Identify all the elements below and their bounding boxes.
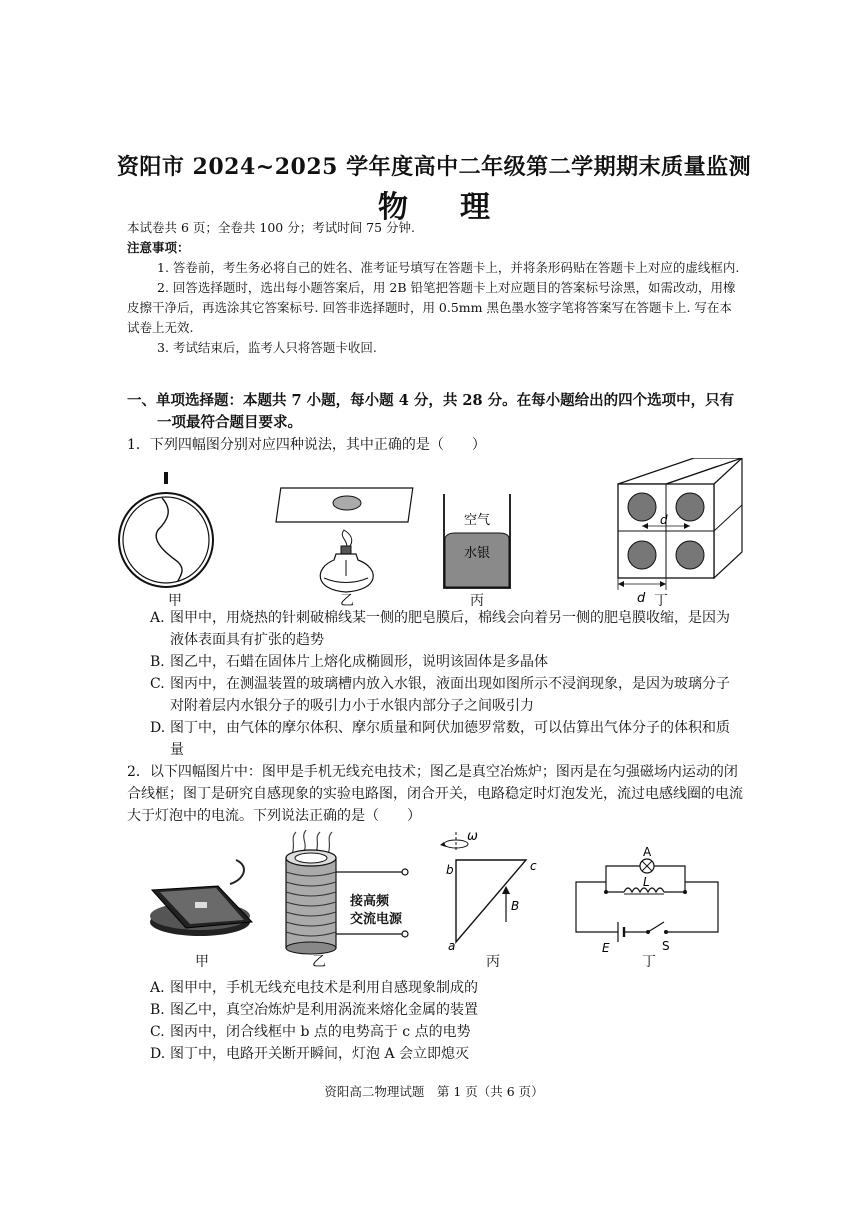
q1-label-ding: 丁 bbox=[654, 593, 668, 609]
q1-figure bbox=[118, 458, 758, 608]
q1-label-yi: 乙 bbox=[340, 593, 354, 609]
q2-L-label: L bbox=[643, 875, 650, 889]
q1-fig-jia bbox=[119, 472, 213, 587]
q2-A-label: A bbox=[643, 845, 652, 859]
q2-b-label: b bbox=[446, 863, 454, 877]
section1-heading-line1: 一、单项选择题：本题共 7 小题，每小题 4 分，共 28 分。在每小题给出的四个选项中，只有 bbox=[127, 392, 735, 409]
note-item-1: 1. 答卷前，考生务必将自己的姓名、准考证号填写在答题卡上，并将条形码贴在答题卡上对应的虚线框内. bbox=[157, 260, 740, 275]
q2-supply-label: 接高频 交流电源 bbox=[350, 894, 403, 927]
q2-option-b: B. 图乙中，真空冶炼炉是利用涡流来熔化金属的装置 bbox=[150, 1002, 478, 1018]
page-footer: 资阳高二物理试题 第 1 页（共 6 页） bbox=[324, 1084, 544, 1099]
q1-fig-yi bbox=[276, 488, 413, 592]
q2-label-ding: 丁 bbox=[642, 954, 656, 970]
subject-title: 物理 bbox=[378, 190, 542, 225]
q1-stem: 1．下列四幅图分别对应四种说法，其中正确的是（ ） bbox=[127, 437, 486, 453]
q1-mercury-label: 水银 bbox=[463, 546, 491, 561]
q1-option-c: C. 图丙中，在测温装置的玻璃槽内放入水银，液面出现如图所示不浸润现象，是因为玻璃分子对附着层内水银分子的吸引力小于水银内部分子之间吸引力 bbox=[150, 676, 730, 714]
section1-heading bbox=[127, 390, 747, 434]
exam-info: 本试卷共 6 页；全卷共 100 分；考试时间 75 分钟. bbox=[127, 220, 416, 235]
q2-omega-label: ω bbox=[467, 830, 478, 844]
q2-stem: 2．以下四幅图片中：图甲是手机无线充电技术；图乙是真空冶炼炉；图丙是在匀强磁场内运动的闭合线框；图丁是研究自感现象的实验电路图，闭合开关，电路稳定时灯泡发光，流过电感线圈的电流大于灯泡中的电流。下列说法正确的是（ ） bbox=[127, 764, 743, 824]
q2-label-bing: 丙 bbox=[486, 954, 500, 970]
q2-fig-yi bbox=[286, 830, 408, 954]
q1-option-d: D. 图丁中，由气体的摩尔体积、摩尔质量和阿伏加德罗常数，可以估算出气体分子的体积和质量 bbox=[150, 720, 730, 758]
q2-c-label: c bbox=[530, 859, 537, 873]
q2-fig-ding bbox=[576, 845, 718, 955]
q1-fig-ding bbox=[618, 458, 742, 606]
q1-option-b: B. 图乙中，石蜡在固体片上熔化成椭圆形，说明该固体是多晶体 bbox=[150, 654, 548, 670]
q2-label-jia: 甲 bbox=[195, 954, 209, 970]
notes-heading: 注意事项： bbox=[127, 240, 190, 255]
q2-figure bbox=[140, 830, 740, 955]
note-item-3: 3. 考试结束后，监考人只将答题卡收回. bbox=[157, 340, 377, 355]
q1-air-label: 空气 bbox=[463, 513, 491, 528]
q2-label-yi: 乙 bbox=[312, 954, 326, 970]
q2-fig-bing bbox=[440, 830, 537, 953]
q2-E-label: E bbox=[602, 941, 610, 955]
q2-option-a: A. 图甲中，手机无线充电技术是利用自感现象制成的 bbox=[150, 980, 478, 996]
exam-notes bbox=[127, 218, 743, 358]
q2-fig-jia bbox=[150, 860, 252, 936]
note-item-2: 2. 回答选择题时，选出每小题答案后，用 2B 铅笔把答题卡上对应题目的答案标号涂黑，如需改动，用橡皮擦干净后，再选涂其它答案标号. 回答非选择题时，用 0.5mm 黑色墨水签字笔将答案写在答题卡上. 写在本试卷上无效. bbox=[127, 280, 736, 335]
q1-label-bing: 丙 bbox=[470, 593, 484, 609]
q1-d-outer: d bbox=[637, 591, 646, 606]
q2-option-d: D. 图丁中，电路开关断开瞬间，灯泡 A 会立即熄灭 bbox=[150, 1046, 470, 1062]
q2-option-c: C. 图丙中，闭合线框中 b 点的电势高于 c 点的电势 bbox=[150, 1024, 471, 1040]
q1-d-inner: d bbox=[660, 513, 668, 527]
q1-option-a: A. 图甲中，用烧热的针刺破棉线某一侧的肥皂膜后，棉线会向着另一侧的肥皂膜收缩，是因为液体表面具有扩张的趋势 bbox=[150, 610, 730, 648]
section1-heading-line2: 一项最符合题目要求。 bbox=[157, 414, 302, 431]
q2-S-label: S bbox=[662, 939, 670, 953]
q2-B-label: B bbox=[511, 899, 520, 913]
q1-label-jia: 甲 bbox=[168, 593, 182, 609]
q1-fig-bing bbox=[444, 494, 510, 588]
q2-a-label: a bbox=[448, 939, 456, 953]
exam-title: 资阳市 2024~2025 学年度高中二年级第二学期期末质量监测 bbox=[116, 154, 752, 180]
